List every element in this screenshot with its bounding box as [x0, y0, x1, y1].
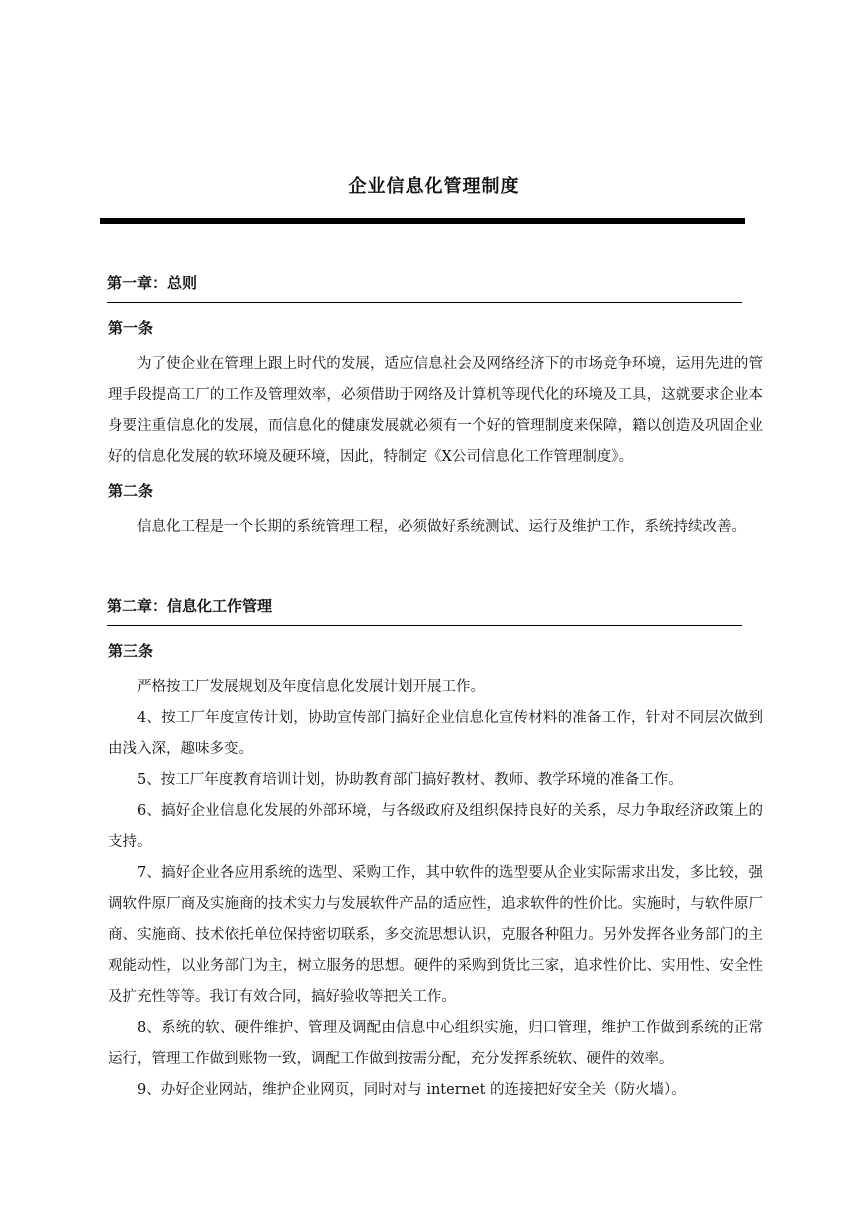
chapter-heading-it-management: 第二章：信息化工作管理 — [107, 595, 742, 626]
paragraph: 信息化工程是一个长期的系统管理工程，必须做好系统测试、运行及维护工作，系统持续改善。 — [137, 519, 746, 535]
paragraph: 为了使企业在管理上跟上时代的发展，适应信息社会及网络经济下的市场竞争环境，运用先进的管理手段提高工厂的工作及管理效率，必须借助于网络及计算机等现代化的环境及工具，这就要求企业本身要注重信息化的发展，而信息化的健康发展就必须有一个好的管理制度来保障，籍以创造及巩固企业好的信息化发展的软环境及硬环境，因此，特制定《X公司信息化工作管理制度》。 — [108, 356, 763, 465]
article-label-1: 第一条 — [108, 319, 154, 337]
paragraph: 8、系统的软、硬件维护、管理及调配由信息中心组织实施，归口管理，维护工作做到系统的正常运行，管理工作做到账物一致，调配工作做到按需分配，充分发挥系统软、硬件的效率。 — [108, 1020, 763, 1067]
document-title: 企业信息化管理制度 — [348, 176, 520, 197]
article-label-3: 第三条 — [108, 642, 154, 660]
paragraph: 严格按工厂发展规划及年度信息化发展计划开展工作。 — [137, 679, 485, 695]
paragraph: 7、搞好企业各应用系统的选型、采购工作，其中软件的选型要从企业实际需求出发，多比较，强调软件原厂商及实施商的技术实力与发展软件产品的适应性，追求软件的性价比。实施时，与软件原厂商、实施商、技术依托单位保持密切联系，多交流思想认识，克服各种阻力。另外发挥各业务部门的主观能动性，以业务部门为主，树立服务的思想。硬件的采购到货比三家，追求性价比、实用性、安全性及扩充性等等。我订有效合同，搞好验收等把关工作。 — [108, 865, 763, 1005]
paragraph: 4、按工厂年度宣传计划，协助宣传部门搞好企业信息化宣传材料的准备工作，针对不同层次做到由浅入深，趣味多变。 — [108, 710, 763, 757]
chapter-heading-general: 第一章：总则 — [107, 272, 742, 303]
article-label-2: 第二条 — [108, 482, 154, 500]
title-divider — [100, 218, 745, 224]
paragraph: 9、办好企业网站，维护企业网页，同时对与 internet 的连接把好安全关（防火墙）。 — [137, 1082, 686, 1098]
document-body — [108, 272, 763, 1106]
paragraph: 5、按工厂年度教育培训计划，协助教育部门搞好教材、教师、教学环境的准备工作。 — [137, 772, 683, 788]
paragraph: 6、搞好企业信息化发展的外部环境，与各级政府及组织保持良好的关系，尽力争取经济政策上的支持。 — [108, 803, 763, 850]
